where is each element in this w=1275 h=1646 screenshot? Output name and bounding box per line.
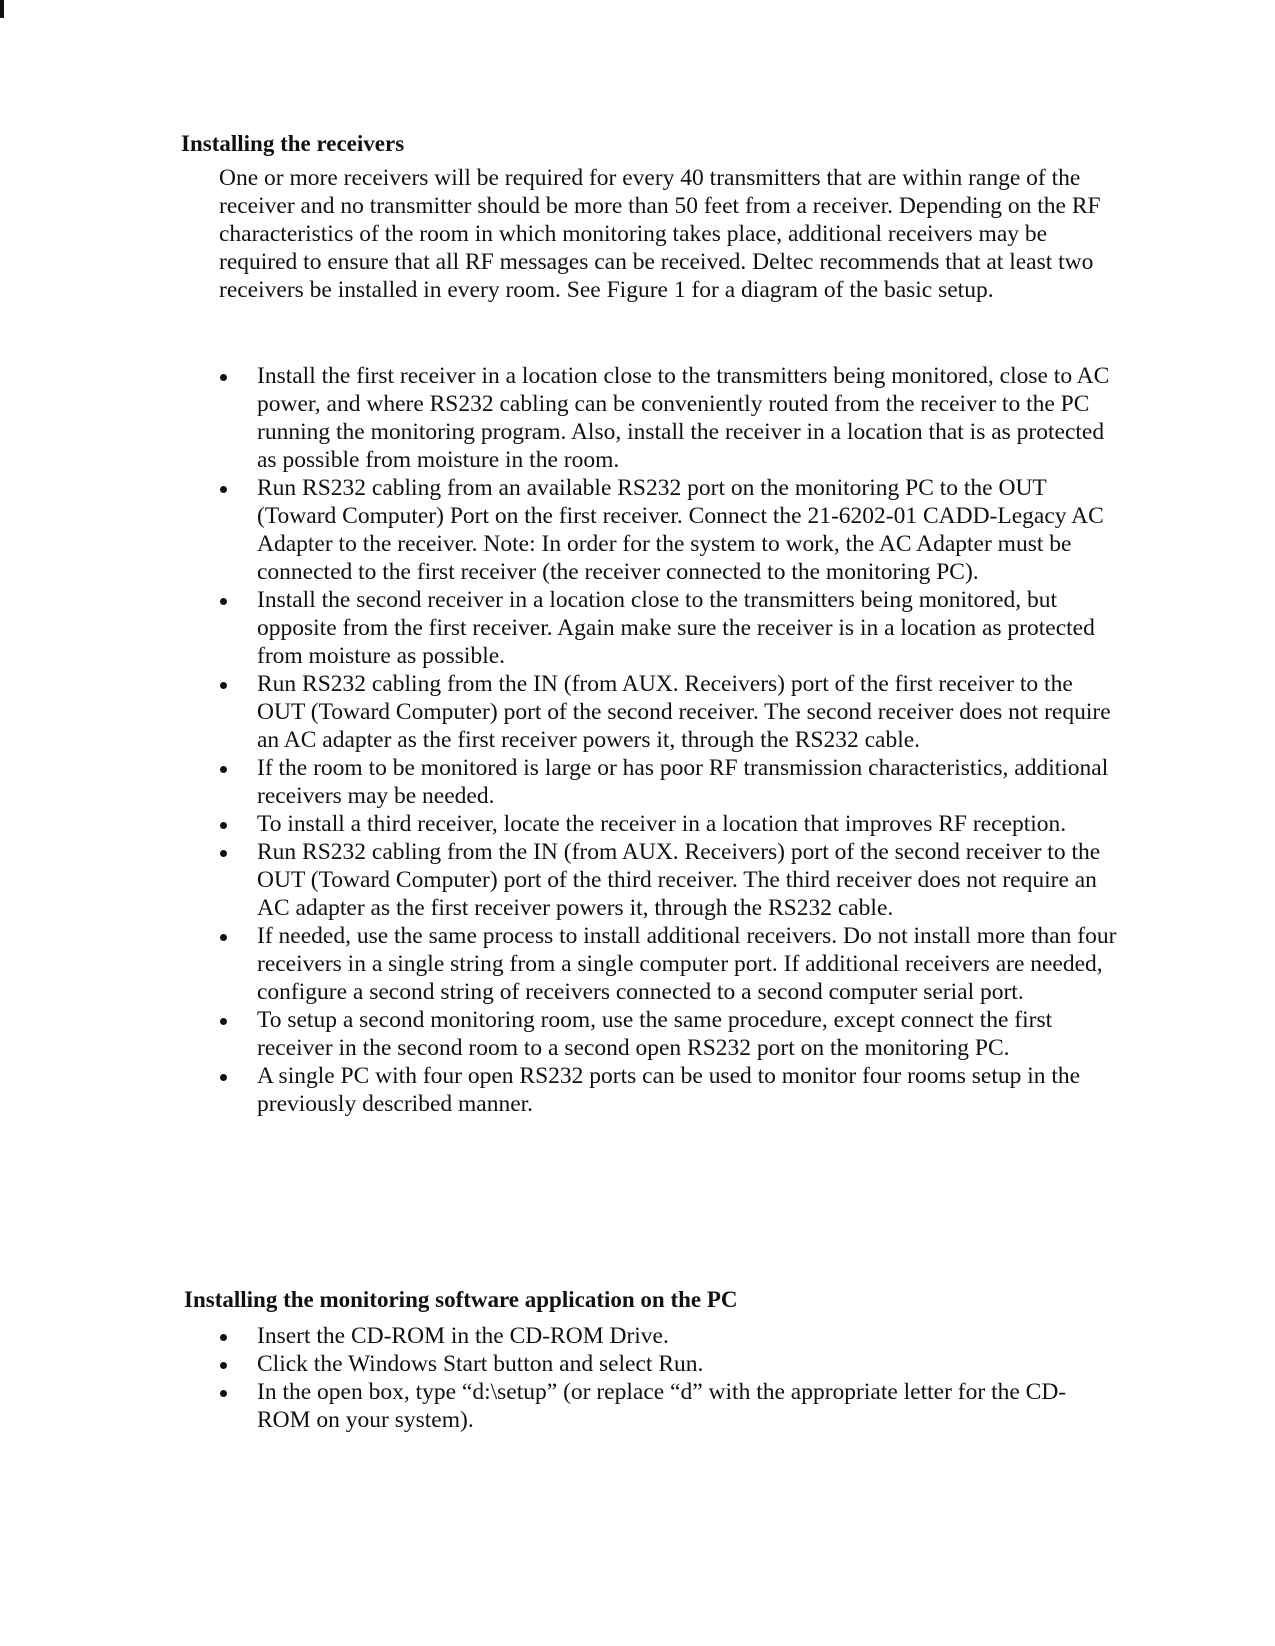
- list-item: Install the second receiver in a location close to the transmitters being monitored, but opposite from the first receiver. Again make sure the receiver is in a location as protected from moisture as possible.: [257, 587, 1095, 669]
- list-item: Run RS232 cabling from the IN (from AUX. Receivers) port of the first receiver to the OUT (Toward Computer) port of the second receiver. The second receiver does not require an AC adapter as the first receiver powers it, through the RS232 cable.: [257, 671, 1111, 753]
- list-item: A single PC with four open RS232 ports can be used to monitor four rooms setup in the previously described manner.: [257, 1063, 1081, 1117]
- list-item: Run RS232 cabling from the IN (from AUX. Receivers) port of the second receiver to the OUT (Toward Computer) port of the third receiver. The third receiver does not require an AC adapter as the first receiver powers it, through the RS232 cable.: [257, 839, 1101, 921]
- list-item: Insert the CD-ROM in the CD-ROM Drive.: [257, 1323, 669, 1349]
- list-item: Run RS232 cabling from an available RS232 port on the monitoring PC to the OUT (Toward Computer) Port on the first receiver. Connect the 21-6202-01 CADD-Legacy AC Adapter to the receiver. Note: In order for the system to work, the AC Adapter must be connected to the first receiver (the receiver connected to the monitoring PC).: [257, 475, 1104, 585]
- software-install-steps: [219, 1322, 1119, 1434]
- intro-paragraph: One or more receivers will be required for every 40 transmitters that are within range of the receiver and no transmitter should be more than 50 feet from a receiver. Depending on the RF characteristics of the room in which monitoring takes place, additional receivers may be required to ensure that all RF messages can be received. Deltec recommends that at least two receivers be installed in every room. See Figure 1 for a diagram of the basic setup.: [219, 165, 1101, 303]
- list-item: If the room to be monitored is large or has poor RF transmission characteristics, additional receivers may be needed.: [257, 755, 1109, 809]
- list-item: If needed, use the same process to install additional receivers. Do not install more than four receivers in a single string from a single computer port. If additional receivers are needed, configure a second string of receivers connected to a second computer serial port.: [257, 923, 1117, 1005]
- receiver-install-steps: [219, 362, 1119, 1118]
- list-item: In the open box, type “d:\setup” (or replace “d” with the appropriate letter for the CD-ROM on your system).: [257, 1379, 1067, 1433]
- list-item: Install the first receiver in a location close to the transmitters being monitored, close to AC power, and where RS232 cabling can be conveniently routed from the receiver to the PC running the monitoring program. Also, install the receiver in a location that is as protected as possible from moisture in the room.: [257, 363, 1110, 473]
- list-item: To setup a second monitoring room, use the same procedure, except connect the first receiver in the second room to a second open RS232 port on the monitoring PC.: [257, 1007, 1053, 1061]
- section-heading-installing-receivers: Installing the receivers: [181, 131, 405, 156]
- list-item: To install a third receiver, locate the receiver in a location that improves RF reception.: [257, 811, 1067, 837]
- section-heading-installing-software: Installing the monitoring software application on the PC: [184, 1287, 738, 1312]
- list-item: Click the Windows Start button and select Run.: [257, 1351, 704, 1377]
- scan-edge-mark: [0, 0, 4, 18]
